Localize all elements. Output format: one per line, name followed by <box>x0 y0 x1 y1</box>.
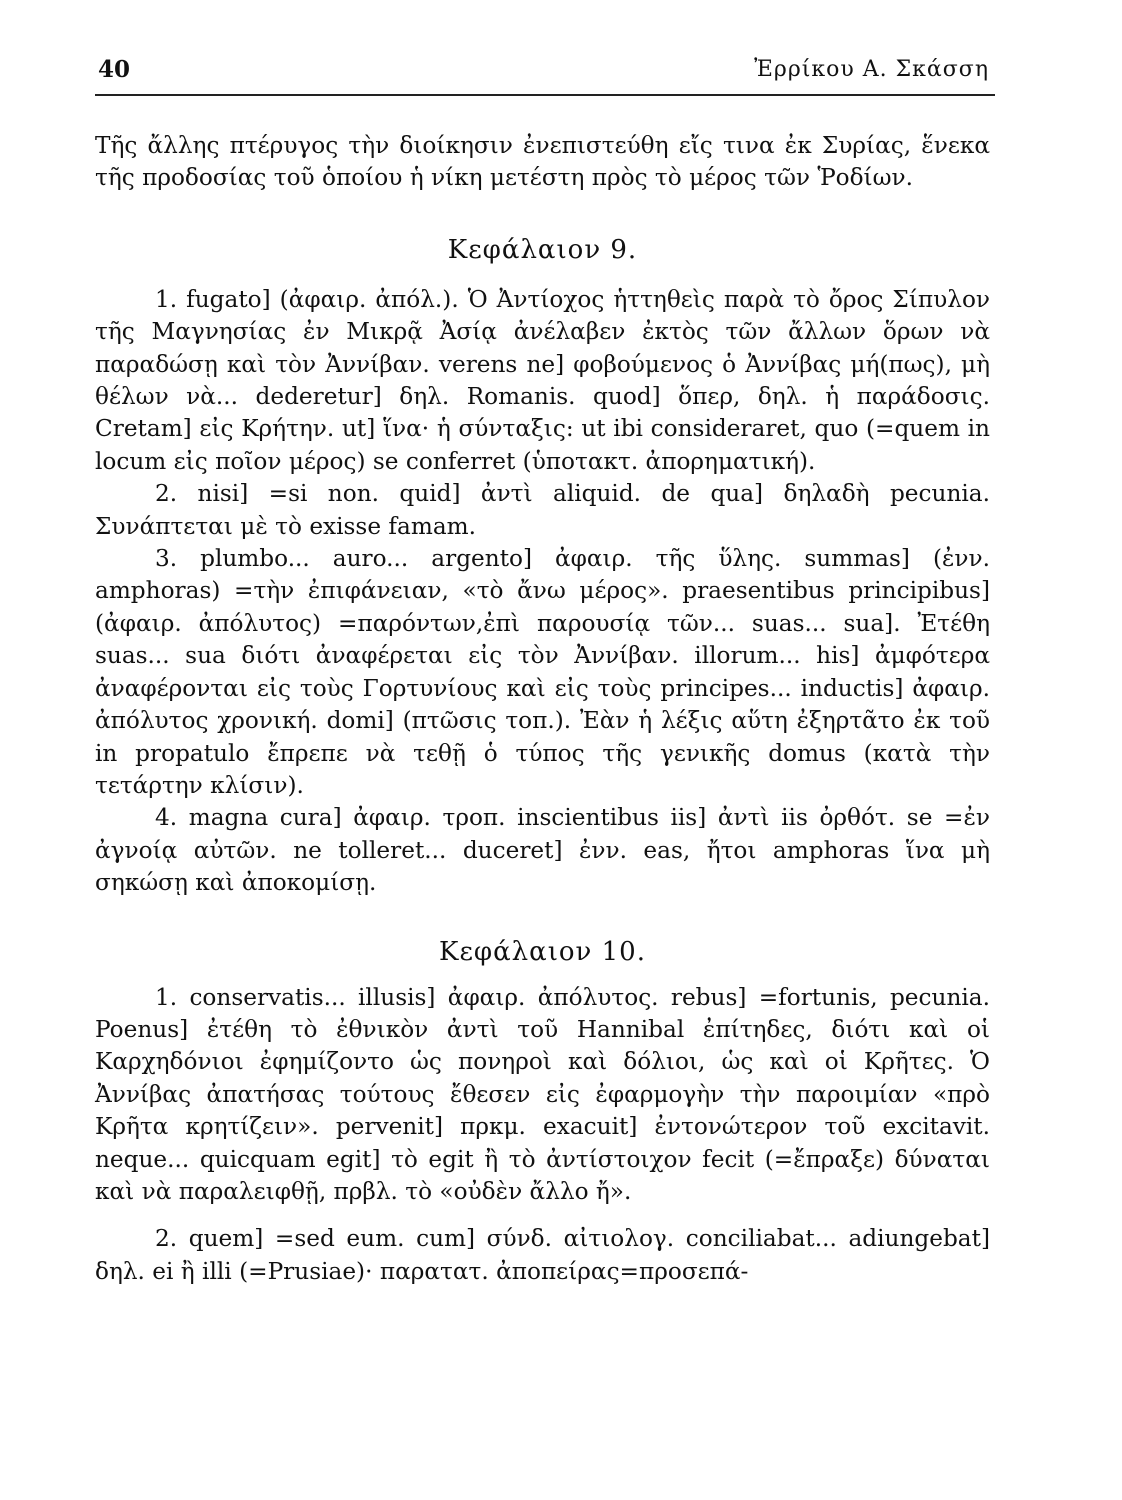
page-body <box>95 130 990 1288</box>
chapter-10-note-1: 1. conservatis... illusis] ἀφαιρ. ἀπόλυτος. rebus] =fortunis, pecunia. Poenus] ἐτέθη τὸ ἐθνικὸν ἀντὶ τοῦ Hannibal ἐπίτηδες, διότι καὶ οἱ Καρχηδόνιοι ἐφημίζοντο ὡς πονηροὶ καὶ δόλιοι, ὡς καὶ οἱ Κρῆτες. Ὁ Ἀννίβας ἀπατήσας τούτους ἔθεσεν εἰς ἐφαρμογὴν τὴν παροιμίαν «πρὸ Κρῆτα κρητίζειν». pervenit] πρκμ. exacuit] ἐντονώτερον τοῦ excitavit. neque... quicquam egit] τὸ egit ἢ τὸ ἀντίστοιχον fecit (=ἔπραξε) δύναται καὶ νὰ παραλειφθῇ, πρβλ. τὸ «οὐδὲν ἄλλο ἤ». <box>95 983 990 1205</box>
chapter-9-note-4: 4. magna cura] ἀφαιρ. τροπ. inscientibus iis] ἀντὶ iis ὀρθότ. se =ἐν ἀγνοίᾳ αὐτῶν. ne tolleret... duceret] ἐνν. eas, ἤτοι amphoras ἵνα μὴ σηκώσῃ καὶ ἀποκομίσῃ. <box>95 804 990 897</box>
running-head: Ἐρρίκου Α. Σκάσση <box>754 57 989 82</box>
paragraph-gap <box>95 1208 990 1223</box>
chapter-9-note-2: 2. nisi] =si non. quid] ἀντὶ aliquid. de qua] δηλαδὴ pecunia. Συνάπτεται μὲ τὸ exisse famam. <box>95 480 990 540</box>
book-page <box>95 50 995 1470</box>
intro-paragraph: Τῆς ἄλλης πτέρυγος τὴν διοίκησιν ἐνεπιστεύθη εἴς τινα ἐκ Συρίας, ἕνεκα τῆς προδοσίας τοῦ ὁποίου ἡ νίκη μετέστη πρὸς τὸ μέρος τῶν Ῥοδίων. <box>95 132 990 192</box>
chapter-9-heading: Κεφάλαιον 9. <box>447 234 638 265</box>
page-number: 40 <box>98 56 131 83</box>
chapter-9-note-1: 1. fugato] (ἀφαιρ. ἀπόλ.). Ὁ Ἀντίοχος ἡττηθεὶς παρὰ τὸ ὄρος Σίπυλον τῆς Μαγνησίας ἐν Μικρᾷ Ἀσίᾳ ἀνέλαβεν ἐκτὸς τῶν ἄλλων ὅρων νὰ παραδώσῃ καὶ τὸν Ἀννίβαν. verens ne] φοβούμενος ὁ Ἀννίβας μή(πως), μὴ θέλων νὰ... dederetur] δηλ. Romanis. quod] ὅπερ, δηλ. ἡ παράδοσις. Cretam] εἰς Κρήτην. ut] ἵνα· ἡ σύνταξις: ut ibi consideraret, quo (=quem in locum εἰς ποῖον μέρος) se conferret (ὑποτακτ. ἀπορηματική). <box>95 285 990 475</box>
chapter-10-note-2: 2. quem] =sed eum. cum] σύνδ. αἰτιολογ. conciliabat... adiungebat] δηλ. ei ἢ illi (=Prusiae)· παρατατ. ἀποπείρας=προσεπά- <box>95 1225 990 1285</box>
chapter-10-heading: Κεφάλαιον 10. <box>439 936 646 967</box>
page-header <box>95 50 995 96</box>
chapter-9-note-3: 3. plumbo... auro... argento] ἀφαιρ. τῆς ὕλης. summas] (ἐνν. amphoras) =τὴν ἐπιφάνειαν, «τὸ ἄνω μέρος». praesentibus principibus] (ἀφαιρ. ἀπόλυτος) =παρόντων,ἐπὶ παρουσίᾳ τῶν... suas... sua]. Ἐτέθη suas... sua διότι ἀναφέρεται εἰς τὸν Ἀννίβαν. illorum... his] ἀμφότερα ἀναφέρονται εἰς τοὺς Γορτυνίους καὶ εἰς τοὺς principes... inductis] ἀφαιρ. ἀπόλυτος χρονική. domi] (πτῶσις τοπ.). Ἐὰν ἡ λέξις αὕτη ἐξηρτᾶτο ἐκ τοῦ in propatulo ἔπρεπε νὰ τεθῇ ὁ τύπος τῆς γενικῆς domus (κατὰ τὴν τετάρτην κλίσιν). <box>95 545 990 799</box>
